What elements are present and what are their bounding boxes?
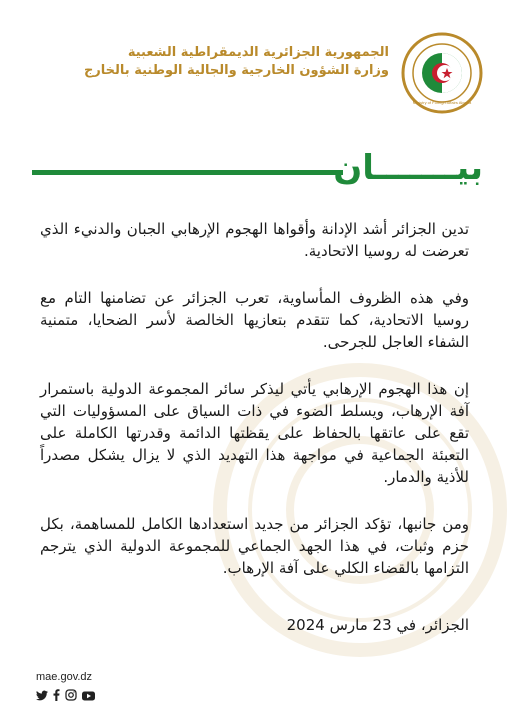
statement-date: الجزائر، في 23 مارس 2024 bbox=[286, 616, 469, 634]
paragraph-1: تدين الجزائر أشد الإدانة وأقواها الهجوم الإرهابي الجبان والدنيء الذي تعرضت له روسيا الاتحادية. bbox=[40, 220, 469, 260]
paragraph-2: وفي هذه الظروف المأساوية، تعرب الجزائر عن تضامنها التام مع روسيا الاتحادية، كما تتقدم بتعازيها الخالصة لأسر الضحايا، متمنية الشفاء العاجل للجرحى. bbox=[40, 289, 469, 351]
statement-body bbox=[40, 218, 469, 604]
ministry-name: وزارة الشؤون الخارجية والجالية الوطنية بالخارج bbox=[83, 63, 389, 78]
ministry-emblem-icon bbox=[401, 32, 483, 114]
page-title: بيـــــــان bbox=[333, 148, 483, 188]
title-divider bbox=[32, 170, 343, 175]
youtube-icon[interactable] bbox=[82, 686, 95, 705]
paragraph-3: إن هذا الهجوم الإرهابي يأتي ليذكر سائر المجموعة الدولية باستمرار آفة الإرهاب، ويسلط الضوء في ذات السياق على المسؤوليات التي تقع على عاتقها بالحفاظ على يقظتها الدائمة وقدرتها الكاملة على التعبئة الجماعية في مواجهة هذا التهديد الذي لا يزال يشكل مصدراً للأذية والدمار. bbox=[40, 380, 469, 486]
paragraph-4: ومن جانبها، تؤكد الجزائر من جديد استعدادها الكامل للمساهمة، بكل حزم وثبات، في هذا الجهد الجماعي للمجموعة الدولية الذي يترجم التزامها بالقضاء الكلي على آفة الإرهاب. bbox=[40, 515, 469, 577]
website-link[interactable]: mae.gov.dz bbox=[36, 671, 93, 683]
title-row bbox=[32, 148, 483, 192]
letterhead-text bbox=[59, 44, 389, 80]
republic-name: الجمهورية الجزائرية الديمقراطية الشعبية bbox=[127, 45, 389, 60]
facebook-icon[interactable] bbox=[53, 686, 60, 705]
twitter-icon[interactable] bbox=[36, 686, 48, 705]
emblem-text: Ministry of Foreign Affairs Algeria bbox=[412, 100, 472, 105]
letterhead bbox=[0, 28, 509, 108]
social-links bbox=[36, 686, 95, 705]
instagram-icon[interactable] bbox=[65, 686, 77, 705]
